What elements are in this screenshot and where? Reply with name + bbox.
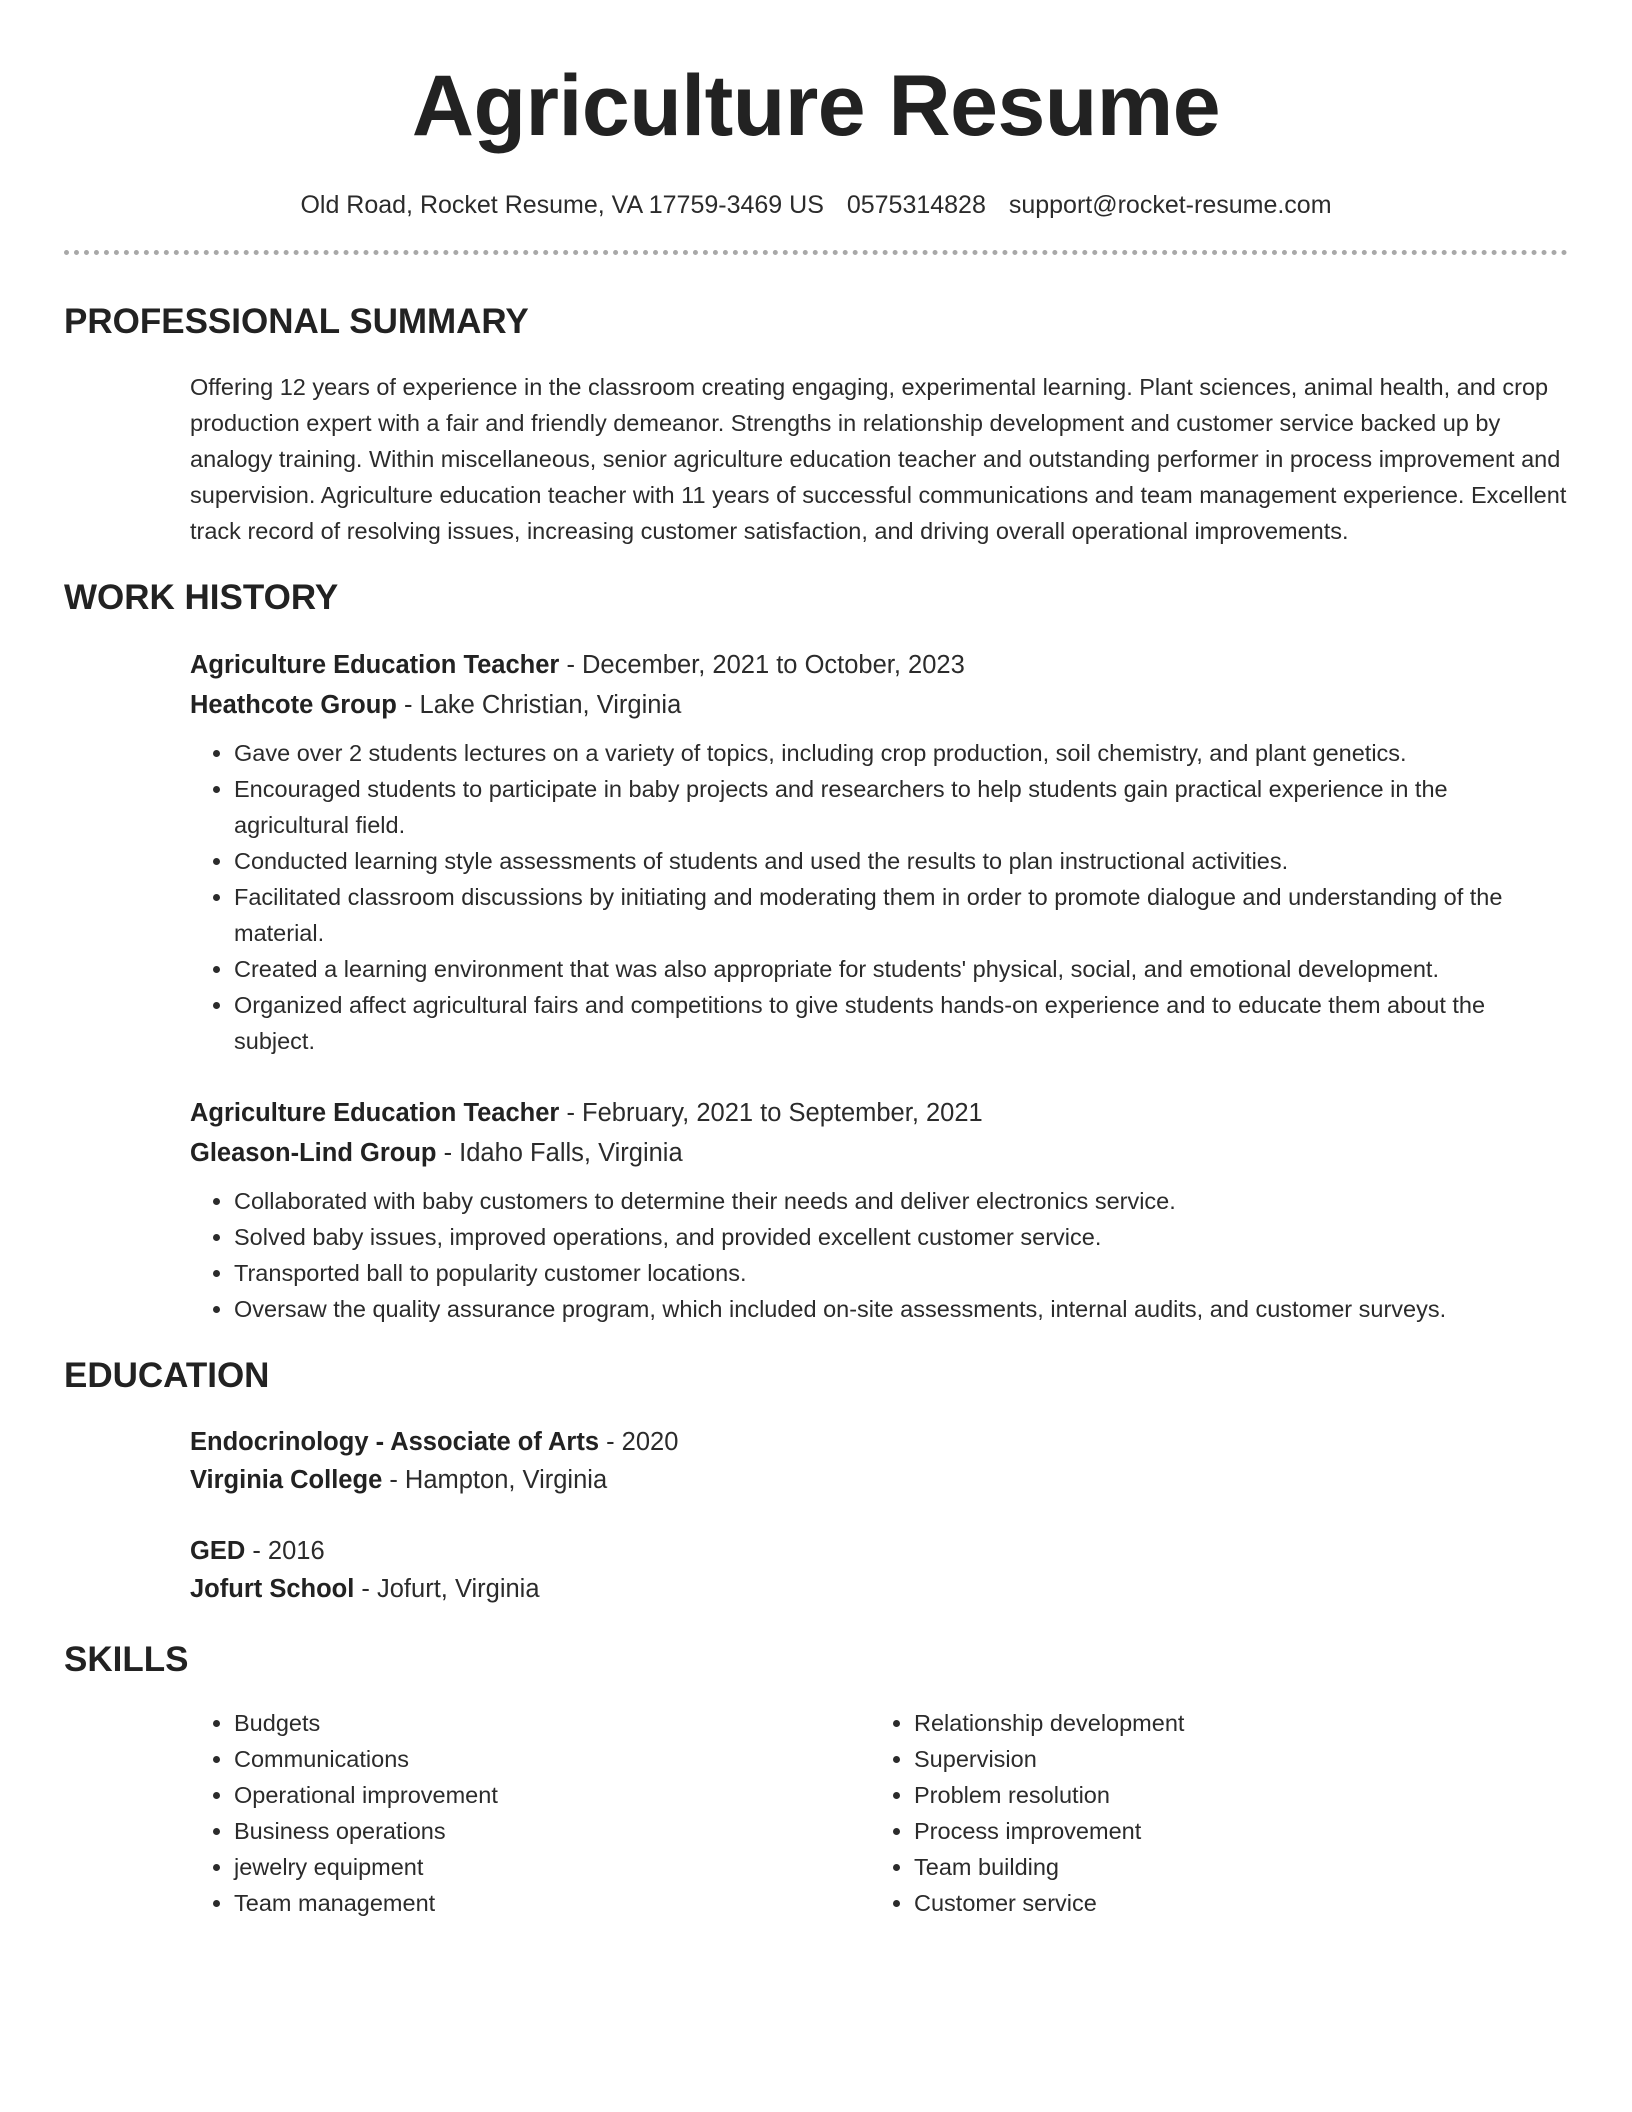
education-entry <box>190 1532 1568 1608</box>
school-name: Virginia College <box>190 1466 383 1494</box>
header-divider <box>64 250 1568 255</box>
work-history-section <box>64 577 1568 1327</box>
job-bullet: • Organized affect agricultural fairs and competitions to give students hands-on experience and to educate them about the subject. <box>234 987 1568 1059</box>
education-section <box>64 1355 1568 1608</box>
degree-line <box>190 1423 1568 1461</box>
job-bullet: • Transported ball to popularity customer locations. <box>234 1255 1568 1291</box>
job-dates: - December, 2021 to October, 2023 <box>559 651 965 679</box>
skill-item: • Team building <box>914 1849 1550 1885</box>
job-title-line <box>190 1093 1568 1133</box>
skills-grid <box>190 1705 1568 1921</box>
work-history-heading: WORK HISTORY <box>64 578 339 617</box>
job-dates: - February, 2021 to September, 2021 <box>559 1099 983 1127</box>
job-location: - Lake Christian, Virginia <box>396 691 682 719</box>
skills-column-left <box>190 1705 870 1921</box>
job-title: Agriculture Education Teacher <box>190 1099 560 1127</box>
skill-item: • Communications <box>234 1741 870 1777</box>
school-name: Jofurt School <box>190 1575 355 1603</box>
degree-year: - 2016 <box>245 1537 325 1565</box>
job-bullet: • Conducted learning style assessments of students and used the results to plan instructional activities. <box>234 843 1568 879</box>
contact-info <box>64 190 1568 220</box>
skill-item: • Operational improvement <box>234 1777 870 1813</box>
degree-name: GED <box>190 1537 246 1565</box>
skill-item: • Process improvement <box>914 1813 1550 1849</box>
skill-item: • Budgets <box>234 1705 870 1741</box>
job-entry <box>190 1093 1568 1327</box>
school-location: - Jofurt, Virginia <box>354 1575 540 1603</box>
contact-email[interactable]: support@rocket-resume.com <box>1008 191 1332 219</box>
education-entry <box>190 1423 1568 1499</box>
summary-text: Offering 12 years of experience in the classroom creating engaging, experimental learning. Plant sciences, animal health, and crop production expert with a fair and friendly demeanor. Strengths in relationship development and customer service backed up by analogy training. Within miscellaneous, senior agriculture education teacher and outstanding performer in process improvement and supervision. Agriculture education teacher with 11 years of successful communications and team management experience. Excellent track record of resolving issues, increasing customer satisfaction, and driving overall operational improvements. <box>190 374 1567 544</box>
job-bullet: • Solved baby issues, improved operations, and provided excellent customer service. <box>234 1219 1568 1255</box>
skill-item: • Problem resolution <box>914 1777 1550 1813</box>
contact-address: Old Road, Rocket Resume, VA 17759-3469 US <box>300 191 824 219</box>
job-bullets <box>190 1183 1568 1327</box>
degree-year: - 2020 <box>599 1428 679 1456</box>
job-title: Agriculture Education Teacher <box>190 651 560 679</box>
job-entry <box>190 645 1568 1059</box>
job-bullet: • Oversaw the quality assurance program, which included on-site assessments, internal audits, and customer surveys. <box>234 1291 1568 1327</box>
job-bullets <box>190 735 1568 1059</box>
education-heading: EDUCATION <box>64 1356 270 1395</box>
contact-phone: 0575314828 <box>846 191 986 219</box>
summary-section <box>64 301 1568 549</box>
job-bullet: • Collaborated with baby customers to determine their needs and deliver electronics service. <box>234 1183 1568 1219</box>
job-bullet: • Facilitated classroom discussions by initiating and moderating them in order to promote dialogue and understanding of the material. <box>234 879 1568 951</box>
job-title-line <box>190 645 1568 685</box>
job-bullet: • Encouraged students to participate in baby projects and researchers to help students gain practical experience in the agricultural field. <box>234 771 1568 843</box>
skill-item: • jewelry equipment <box>234 1849 870 1885</box>
job-bullet: • Gave over 2 students lectures on a variety of topics, including crop production, soil chemistry, and plant genetics. <box>234 735 1568 771</box>
resume-title: Agriculture Resume <box>411 58 1221 154</box>
summary-heading: PROFESSIONAL SUMMARY <box>64 302 529 341</box>
degree-line <box>190 1532 1568 1570</box>
job-location: - Idaho Falls, Virginia <box>436 1139 683 1167</box>
skill-item: • Team management <box>234 1885 870 1921</box>
skill-item: • Relationship development <box>914 1705 1550 1741</box>
job-company-line <box>190 1133 1568 1173</box>
school-line <box>190 1570 1568 1608</box>
job-bullet: • Created a learning environment that was also appropriate for students' physical, social, and emotional development. <box>234 951 1568 987</box>
skill-item: • Customer service <box>914 1885 1550 1921</box>
degree-name: Endocrinology - Associate of Arts <box>190 1428 599 1456</box>
school-location: - Hampton, Virginia <box>382 1466 608 1494</box>
job-company: Gleason-Lind Group <box>190 1139 437 1167</box>
skills-section <box>64 1639 1568 1921</box>
job-company: Heathcote Group <box>190 691 397 719</box>
skills-column-right <box>870 1705 1550 1921</box>
school-line <box>190 1461 1568 1499</box>
job-company-line <box>190 685 1568 725</box>
skills-heading: SKILLS <box>64 1640 189 1679</box>
skill-item: • Supervision <box>914 1741 1550 1777</box>
skill-item: • Business operations <box>234 1813 870 1849</box>
